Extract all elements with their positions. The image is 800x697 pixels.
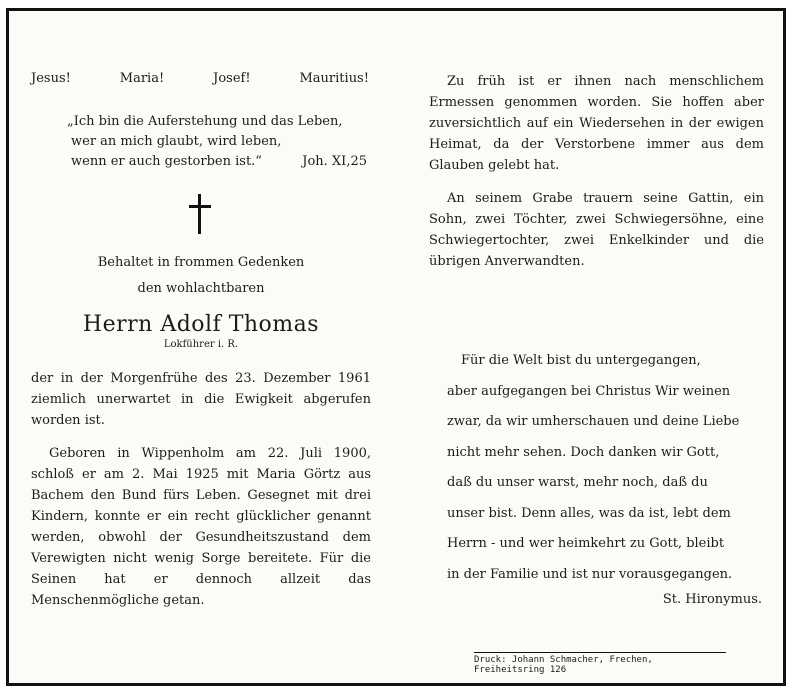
name-maria: Maria! [119, 71, 165, 86]
right-paragraph-2: An seinem Grabe trauern seine Gattin, ein Sohn, zwei Töchter, zwei Schwiegersöhne, eine Schwiegertochter, zwei Enkelkinder und die übrigen Anverwandten. [429, 191, 764, 269]
printer-imprint: Druck: Johann Schmacher, Frechen, Freiheitsring 126 [474, 652, 726, 675]
deceased-role: Lokführer i. R. [163, 339, 239, 350]
poem-line-1: Für die Welt bist du untergegangen, [461, 353, 701, 368]
right-column [429, 71, 764, 607]
name-josef: Josef! [213, 71, 251, 86]
memorial-card [6, 8, 786, 686]
poem-line-5: daß du unser warst, mehr noch, daß du [447, 475, 708, 490]
quote-line-3: wenn er auch gestorben ist.“ [71, 154, 262, 169]
right-paragraph-1: Zu früh ist er ihnen nach menschlichem Ermessen genommen worden. Sie hoffen aber zuversichtlich auf ein Wiedersehen in der ewigen Heimat, da der Verstorbene immer aus dem Glauben gelebt hat. [429, 74, 764, 173]
intro-text [31, 250, 371, 302]
bible-quote [67, 112, 371, 172]
quote-line-1: „Ich bin die Auferstehung und das Leben, [67, 114, 343, 129]
poem-line-8: in der Familie und ist nur vorausgegangen. [447, 566, 733, 582]
quote-line-3-row [71, 152, 367, 172]
left-paragraph-2: Geboren in Wippenholm am 22. Juli 1900, schloß er am 2. Mai 1925 mit Maria Görtz aus Bachem den Bund fürs Leben. Gesegnet mit drei Kindern, konnte er ein recht glücklicher genannt werden, obwohl der Gesundheitszustand dem Verewigten nicht wenig Sorge bereitete. Für die Seinen hat er dennoch allzeit das Menschenmögliche getan. [31, 446, 371, 608]
left-column [31, 71, 371, 611]
quote-line-2: wer an mich glaubt, wird leben, [71, 134, 282, 149]
deceased-name: Herrn Adolf Thomas [82, 312, 320, 337]
poem-author: St. Hironymus. [662, 592, 762, 607]
cross-icon [189, 194, 211, 234]
header-names [31, 71, 371, 86]
left-paragraph-1: der in der Morgenfrühe des 23. Dezember 1961 ziemlich unerwartet in die Ewigkeit abgerufen worden ist. [31, 371, 371, 428]
poem-line-6: unser bist. Denn alles, was da ist, lebt dem [447, 505, 731, 521]
poem [447, 346, 764, 590]
poem-line-2: aber aufgegangen bei Christus Wir weinen [447, 383, 731, 399]
intro-line-1: Behaltet in frommen Gedenken [97, 255, 305, 270]
intro-line-2: den wohlachtbaren [137, 281, 265, 296]
name-mauritius: Mauritius! [299, 71, 369, 86]
name-jesus: Jesus! [31, 71, 71, 86]
poem-line-4: nicht mehr sehen. Doch danken wir Gott, [447, 444, 720, 460]
poem-line-7: Herrn - und wer heimkehrt zu Gott, bleibt [447, 536, 725, 551]
poem-line-3: zwar, da wir umherschauen und deine Liebe [447, 414, 740, 429]
quote-reference: Joh. XI,25 [302, 154, 367, 169]
